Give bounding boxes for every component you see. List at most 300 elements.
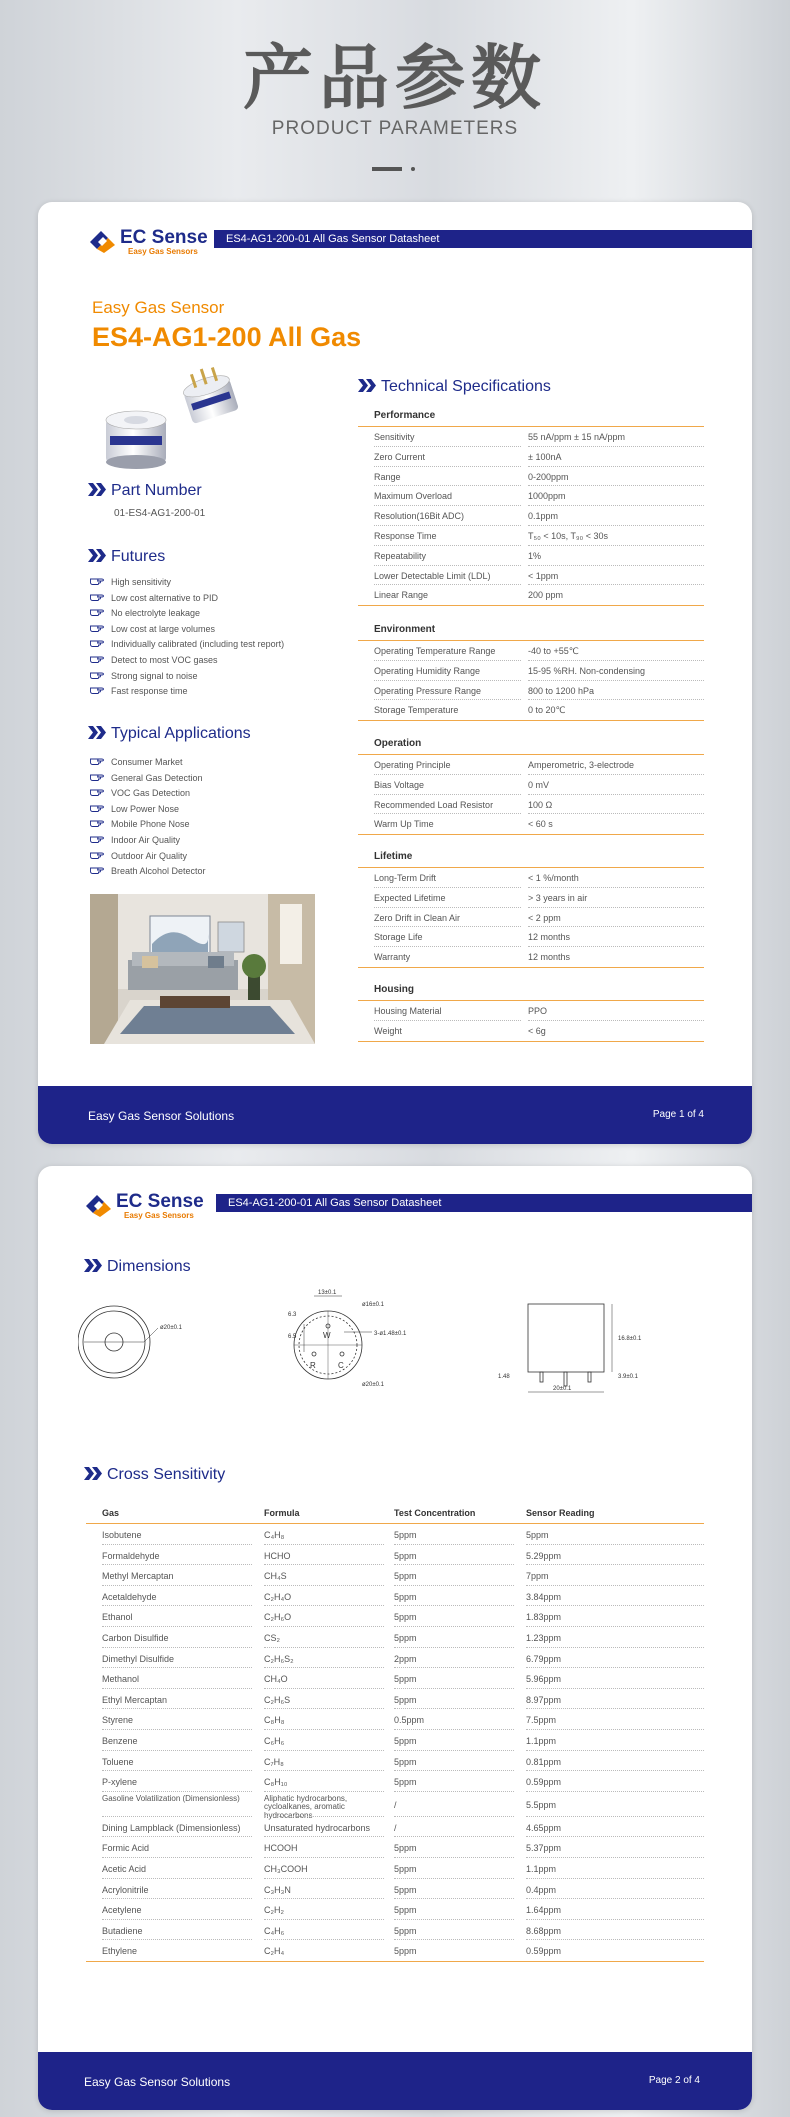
spec-performance <box>358 405 704 606</box>
col-test-concentration: Test Concentration <box>394 1508 476 1518</box>
spec-environment <box>358 619 704 721</box>
table-cell: C₂H₄ <box>264 1946 285 1957</box>
application-item <box>90 771 206 787</box>
table-cell: 0.59ppm <box>526 1946 562 1957</box>
spec-value: 800 to 1200 hPa <box>528 685 595 696</box>
spec-label: Housing Material <box>374 1006 442 1016</box>
table-cell: 5ppm <box>394 1777 417 1788</box>
hero-title-en: PRODUCT PARAMETERS <box>271 118 519 139</box>
future-item <box>90 653 284 669</box>
table-cell: Dining Lampblack (Dimensionless) <box>102 1822 241 1833</box>
spec-label: Operating Pressure Range <box>374 685 482 696</box>
table-cell: 7ppm <box>526 1571 549 1582</box>
page-number: Page 2 of 4 <box>648 2075 700 2086</box>
table-cell: Acetic Acid <box>102 1863 147 1874</box>
future-item <box>90 575 284 591</box>
table-cell: Formic Acid <box>102 1843 150 1854</box>
chevron-right-icon <box>88 549 106 562</box>
col-gas: Gas <box>102 1508 120 1518</box>
hero-divider <box>372 167 402 171</box>
table-cell: C₃H₃N <box>264 1884 291 1895</box>
spec-lifetime <box>358 846 704 968</box>
spec-value: 1000ppm <box>528 491 566 502</box>
spec-label: Operating Temperature Range <box>374 646 496 656</box>
application-item-label: Mobile Phone Nose <box>111 819 190 830</box>
logo-diamond-icon <box>88 229 118 255</box>
spec-label: Response Time <box>374 530 437 541</box>
table-cell: 5ppm <box>394 1550 417 1561</box>
spec-value: PPO <box>528 1006 548 1016</box>
brand-tagline: Easy Gas Sensors <box>128 247 198 256</box>
table-row <box>86 1940 704 1961</box>
spec-label: Operating Principle <box>374 760 451 770</box>
spec-label: Expected Lifetime <box>374 892 446 903</box>
table-cell: C₈H₈ <box>264 1715 285 1726</box>
spec-value: Amperometric, 3-electrode <box>528 760 635 770</box>
table-cell: C₂H₆O <box>264 1612 292 1623</box>
application-item <box>90 802 206 818</box>
pointing-hand-icon <box>90 637 104 645</box>
spec-category-title: Lifetime <box>358 846 704 868</box>
pointing-hand-icon <box>90 653 104 661</box>
table-cell: 5.5ppm <box>526 1799 557 1810</box>
table-cell: Methyl Mercaptan <box>102 1571 174 1582</box>
spec-row <box>358 546 704 566</box>
dim-label-height: 16.8±0.1 <box>618 1336 642 1342</box>
hero-header <box>0 0 790 200</box>
pointing-hand-icon <box>90 849 104 857</box>
datasheet-page-1 <box>38 202 752 1144</box>
table-cell: 5ppm <box>394 1905 417 1916</box>
table-cell: 1.23ppm <box>526 1632 562 1643</box>
spec-row <box>358 427 704 447</box>
pointing-hand-icon <box>90 771 104 779</box>
pointing-hand-icon <box>90 575 104 583</box>
table-end-divider <box>86 1961 704 1962</box>
spec-row <box>358 1021 704 1041</box>
application-item-label: Low Power Nose <box>111 803 180 814</box>
sensor-product-image <box>100 364 255 474</box>
table-cell: CH₃COOH <box>264 1863 308 1874</box>
table-row <box>86 1627 704 1648</box>
table-row <box>86 1586 704 1607</box>
spec-row <box>358 927 704 947</box>
table-cell: / <box>394 1822 397 1833</box>
future-item <box>90 669 284 685</box>
table-cell: Isobutene <box>102 1530 142 1540</box>
pointing-hand-icon <box>90 802 104 810</box>
top-view <box>78 1306 158 1378</box>
pin-label-w: W <box>323 1331 331 1340</box>
table-cell: CH₄O <box>264 1674 288 1685</box>
section-end-divider <box>358 967 704 968</box>
pin-label-c: C <box>338 1361 344 1370</box>
table-cell: C₂H₄O <box>264 1591 292 1602</box>
application-item <box>90 833 206 849</box>
pointing-hand-icon <box>90 864 104 872</box>
table-cell: Acrylonitrile <box>102 1884 149 1895</box>
future-item <box>90 606 284 622</box>
table-cell: 8.68ppm <box>526 1925 562 1936</box>
applications-heading: Typical Applications <box>88 725 251 743</box>
future-item-label: Individually calibrated (including test report) <box>111 639 285 650</box>
application-item <box>90 849 206 865</box>
table-cell: 5ppm <box>394 1674 417 1685</box>
spec-value: < 60 s <box>528 819 553 830</box>
spec-label: Zero Current <box>374 451 426 462</box>
table-cell: 3.84ppm <box>526 1591 562 1602</box>
logo-diamond-icon <box>84 1193 114 1219</box>
pointing-hand-icon <box>90 606 104 614</box>
datasheet-page-2 <box>38 1166 752 2110</box>
spec-row <box>358 947 704 967</box>
spec-value: > 3 years in air <box>528 892 588 903</box>
spec-housing <box>358 979 704 1042</box>
spec-label: Storage Temperature <box>374 705 459 716</box>
future-item <box>90 684 284 700</box>
futures-list <box>90 575 284 700</box>
table-cell: 0.59ppm <box>526 1777 562 1788</box>
spec-label: Long-Term Drift <box>374 873 437 883</box>
application-item <box>90 786 206 802</box>
spec-label: Maximum Overload <box>374 491 453 502</box>
section-end-divider <box>358 720 704 721</box>
table-cell: 2ppm <box>394 1653 417 1664</box>
spec-row <box>358 700 704 720</box>
table-cell: 5ppm <box>394 1612 417 1623</box>
spec-row <box>358 526 704 546</box>
footer-text: Easy Gas Sensor Solutions <box>88 1109 235 1123</box>
spec-label: Sensitivity <box>374 432 415 442</box>
col-sensor-reading: Sensor Reading <box>526 1508 595 1518</box>
dim-label-d20b: ø20±0.1 <box>362 1382 384 1388</box>
hero-title-cn: 产品参数 <box>243 37 547 119</box>
table-cell: Styrene <box>102 1715 134 1726</box>
chevron-right-icon <box>84 1467 102 1480</box>
spec-row <box>358 486 704 506</box>
spec-label: Bias Voltage <box>374 779 425 790</box>
futures-heading: Futures <box>88 548 165 566</box>
spec-category-title: Environment <box>358 619 704 641</box>
table-cell: 5ppm <box>394 1925 417 1936</box>
table-row <box>86 1920 704 1941</box>
dim-label-w13: 13±0.1 <box>318 1290 337 1296</box>
dimensions-drawing <box>78 1286 718 1396</box>
table-row <box>86 1709 704 1730</box>
table-row <box>86 1879 704 1900</box>
application-item-label: Indoor Air Quality <box>111 834 181 845</box>
table-cell: C₇H₈ <box>264 1756 284 1767</box>
table-cell: 5.29ppm <box>526 1550 562 1561</box>
spec-row <box>358 661 704 681</box>
dim-label-pin-height: 3.9±0.1 <box>618 1374 638 1380</box>
table-row <box>86 1668 704 1689</box>
pin-label-r: R <box>310 1361 316 1370</box>
future-item <box>90 622 284 638</box>
spec-value: < 1 %/month <box>528 873 579 883</box>
brand-tagline: Easy Gas Sensors <box>124 1211 194 1220</box>
pointing-hand-icon <box>90 684 104 692</box>
table-row <box>86 1730 704 1751</box>
tech-spec-heading: Technical Specifications <box>358 378 551 396</box>
spec-label: Storage Life <box>374 932 423 943</box>
dim-label-h65: 6.5 <box>288 1334 297 1340</box>
table-cell: CH₄S <box>264 1571 287 1582</box>
application-item-label: Outdoor Air Quality <box>111 850 188 861</box>
spec-row <box>358 681 704 701</box>
table-row <box>86 1689 704 1710</box>
spec-value: 0 mV <box>528 779 550 790</box>
table-cell: Butadiene <box>102 1925 143 1936</box>
dim-label-pin-width: 1.48 <box>498 1374 510 1380</box>
footer-text: Easy Gas Sensor Solutions <box>84 2075 231 2089</box>
table-cell: 1.1ppm <box>526 1863 557 1874</box>
pointing-hand-icon <box>90 786 104 794</box>
page-footer <box>38 2052 752 2110</box>
pointing-hand-icon <box>90 669 104 677</box>
dim-label-d16: ø16±0.1 <box>362 1302 384 1308</box>
spec-value: 200 ppm <box>528 590 564 601</box>
spec-operation <box>358 733 704 835</box>
table-cell: C₂H₆S <box>264 1694 291 1705</box>
spec-value: < 1ppm <box>528 570 559 581</box>
spec-label: Weight <box>374 1025 402 1036</box>
spec-row <box>358 1001 704 1021</box>
table-cell: 5ppm <box>394 1863 417 1874</box>
table-cell: C₄H₆ <box>264 1925 285 1936</box>
bottom-view <box>294 1296 372 1379</box>
table-cell: 5ppm <box>394 1946 417 1957</box>
table-row <box>86 1565 704 1586</box>
table-cell: 5.37ppm <box>526 1843 562 1854</box>
table-cell: HCHO <box>264 1550 291 1561</box>
spec-label: Recommended Load Resistor <box>374 799 494 810</box>
spec-row <box>358 888 704 908</box>
applications-list <box>90 755 206 880</box>
page-number: Page 1 of 4 <box>652 1109 704 1120</box>
spec-category-title: Housing <box>358 979 704 1001</box>
table-row <box>86 1648 704 1669</box>
table-row <box>86 1545 704 1566</box>
spec-row <box>358 755 704 775</box>
table-cell: 5ppm <box>394 1591 417 1602</box>
pointing-hand-icon <box>90 817 104 825</box>
table-cell: 1.1ppm <box>526 1735 557 1746</box>
table-cell: / <box>394 1799 397 1810</box>
table-cell: C₄H₈ <box>264 1530 285 1540</box>
table-row <box>86 1899 704 1920</box>
table-cell: Dimethyl Disulfide <box>102 1653 175 1664</box>
table-cell: 7.5ppm <box>526 1715 557 1726</box>
table-row <box>86 1751 704 1772</box>
spec-label: Warranty <box>374 952 411 963</box>
table-cell: 8.97ppm <box>526 1694 562 1705</box>
spec-category-title: Operation <box>358 733 704 755</box>
spec-row <box>358 775 704 795</box>
spec-label: Range <box>374 471 401 482</box>
application-item-label: Breath Alcohol Detector <box>111 866 206 877</box>
future-item-label: Strong signal to noise <box>111 670 198 681</box>
table-cell: CS₂ <box>264 1632 280 1643</box>
chevron-right-icon <box>88 726 106 739</box>
spec-value: 0.1ppm <box>528 511 559 522</box>
table-row <box>86 1792 704 1820</box>
spec-value: < 6g <box>528 1025 546 1036</box>
table-cell: 5ppm <box>394 1884 417 1895</box>
part-number-value: 01-ES4-AG1-200-01 <box>114 508 206 519</box>
brand-logo <box>88 227 208 257</box>
future-item <box>90 591 284 607</box>
application-item-label: General Gas Detection <box>111 772 203 783</box>
spec-label: Zero Drift in Clean Air <box>374 912 461 923</box>
table-cell: Gasoline Volatilization (Dimensionless) <box>102 1793 240 1803</box>
section-end-divider <box>358 605 704 606</box>
application-item-label: VOC Gas Detection <box>111 788 191 799</box>
table-row <box>86 1817 704 1838</box>
cross-sensitivity-heading: Cross Sensitivity <box>84 1466 225 1484</box>
table-cell: Acetaldehyde <box>102 1591 157 1602</box>
table-cell: 5ppm <box>526 1530 549 1540</box>
table-cell: 0.4ppm <box>526 1884 557 1895</box>
cross-sensitivity-table <box>86 1502 704 1962</box>
section-end-divider <box>358 1041 704 1042</box>
future-item-label: Low cost alternative to PID <box>111 592 219 603</box>
future-item-label: No electrolyte leakage <box>111 608 201 619</box>
table-cell: C₂H₂ <box>264 1905 284 1916</box>
table-row <box>86 1837 704 1858</box>
table-cell: Ethanol <box>102 1612 133 1623</box>
table-cell: 5ppm <box>394 1735 417 1746</box>
pointing-hand-icon <box>90 622 104 630</box>
page-footer <box>38 1086 752 1144</box>
table-header <box>86 1502 704 1524</box>
spec-row <box>358 467 704 487</box>
chevron-right-icon <box>84 1259 102 1272</box>
hero-divider-dot <box>411 167 415 171</box>
spec-row <box>358 447 704 467</box>
spec-category-title: Performance <box>358 405 704 427</box>
table-cell: 4.65ppm <box>526 1822 562 1833</box>
table-cell: 1.64ppm <box>526 1905 562 1916</box>
spec-label: Operating Humidity Range <box>374 665 481 676</box>
table-cell: Ethylene <box>102 1946 138 1957</box>
table-cell: Formaldehyde <box>102 1550 160 1561</box>
table-row <box>86 1858 704 1879</box>
pointing-hand-icon <box>90 755 104 763</box>
side-view <box>528 1304 612 1392</box>
spec-value: ± 100nA <box>528 451 562 462</box>
spec-value: 0-200ppm <box>528 471 569 482</box>
table-cell: Unsaturated hydrocarbons <box>264 1822 371 1833</box>
table-cell: 6.79ppm <box>526 1653 562 1664</box>
table-cell: Acetylene <box>102 1905 142 1916</box>
future-item-label: Low cost at large volumes <box>111 623 216 634</box>
spec-value: 55 nA/ppm ± 15 nA/ppm <box>528 432 625 442</box>
table-cell: C₆H₆ <box>264 1735 285 1746</box>
table-cell: 5.96ppm <box>526 1674 562 1685</box>
spec-value: 12 months <box>528 952 571 963</box>
spec-row <box>358 506 704 526</box>
spec-label: Repeatability <box>374 550 427 561</box>
dimensions-heading: Dimensions <box>84 1258 191 1276</box>
product-subtitle: Easy Gas Sensor <box>92 298 225 317</box>
spec-row <box>358 814 704 834</box>
table-cell: 0.5ppm <box>394 1715 425 1726</box>
spec-value: 100 Ω <box>528 799 553 810</box>
table-cell: HCOOH <box>264 1843 298 1854</box>
chevron-right-icon <box>358 379 376 392</box>
living-room-photo <box>90 894 315 1044</box>
table-cell: 5ppm <box>394 1694 417 1705</box>
application-item-label: Consumer Market <box>111 757 183 767</box>
spec-value: 0 to 20℃ <box>528 705 566 716</box>
spec-row <box>358 641 704 661</box>
spec-value: -40 to +55℃ <box>528 646 579 656</box>
dim-label-pins: 3-ø1.48±0.1 <box>374 1331 407 1337</box>
table-cell: Methanol <box>102 1674 140 1685</box>
pointing-hand-icon <box>90 833 104 841</box>
table-cell: 5ppm <box>394 1571 417 1582</box>
pointing-hand-icon <box>90 591 104 599</box>
spec-label: Warm Up Time <box>374 819 434 830</box>
col-formula: Formula <box>264 1508 300 1518</box>
spec-value: 12 months <box>528 932 571 943</box>
spec-label: Linear Range <box>374 590 429 601</box>
table-cell: 5ppm <box>394 1843 417 1854</box>
table-row <box>86 1606 704 1627</box>
table-cell: 0.81ppm <box>526 1756 562 1767</box>
table-cell: 1.83ppm <box>526 1612 562 1623</box>
table-cell: Aliphatic hydrocarbons, cycloalkanes, aromatic hydrocarbons <box>264 1793 348 1820</box>
dim-label-width: 20±0.1 <box>553 1386 572 1392</box>
chevron-right-icon <box>88 483 106 496</box>
dim-label-h63: 6.3 <box>288 1312 297 1318</box>
table-cell: Toluene <box>102 1756 134 1767</box>
product-title: ES4-AG1-200 All Gas <box>92 322 362 352</box>
application-item <box>90 864 206 880</box>
document-title-bar: ES4-AG1-200-01 All Gas Sensor Datasheet <box>216 1194 752 1212</box>
table-cell: Benzene <box>102 1735 138 1746</box>
brand-name: EC Sense <box>116 1191 204 1212</box>
table-cell: Carbon Disulfide <box>102 1632 169 1643</box>
spec-value: < 2 ppm <box>528 912 561 923</box>
spec-row <box>358 585 704 605</box>
spec-row <box>358 566 704 586</box>
table-row <box>86 1524 704 1545</box>
future-item-label: Detect to most VOC gases <box>111 654 218 665</box>
table-cell: C₈H₁₀ <box>264 1777 288 1788</box>
brand-logo <box>84 1191 204 1221</box>
brand-name: EC Sense <box>120 227 208 248</box>
spec-label: Resolution(16Bit ADC) <box>374 511 465 522</box>
spec-row <box>358 908 704 928</box>
spec-value: 15-95 %RH. Non-condensing <box>528 665 646 676</box>
spec-value: 1% <box>528 550 542 561</box>
spec-row <box>358 795 704 815</box>
future-item <box>90 637 284 653</box>
spec-label: Lower Detectable Limit (LDL) <box>374 570 491 581</box>
dim-label-d20: ø20±0.1 <box>160 1325 182 1331</box>
part-number-heading: Part Number <box>88 482 202 500</box>
table-cell: C₂H₆S₂ <box>264 1653 294 1664</box>
spec-row <box>358 868 704 888</box>
document-title-bar: ES4-AG1-200-01 All Gas Sensor Datasheet <box>214 230 752 248</box>
table-cell: Ethyl Mercaptan <box>102 1694 168 1705</box>
future-item-label: Fast response time <box>111 686 188 697</box>
spec-value: T₅₀ < 10s, T₉₀ < 30s <box>528 530 609 541</box>
application-item <box>90 755 206 771</box>
application-item <box>90 817 206 833</box>
